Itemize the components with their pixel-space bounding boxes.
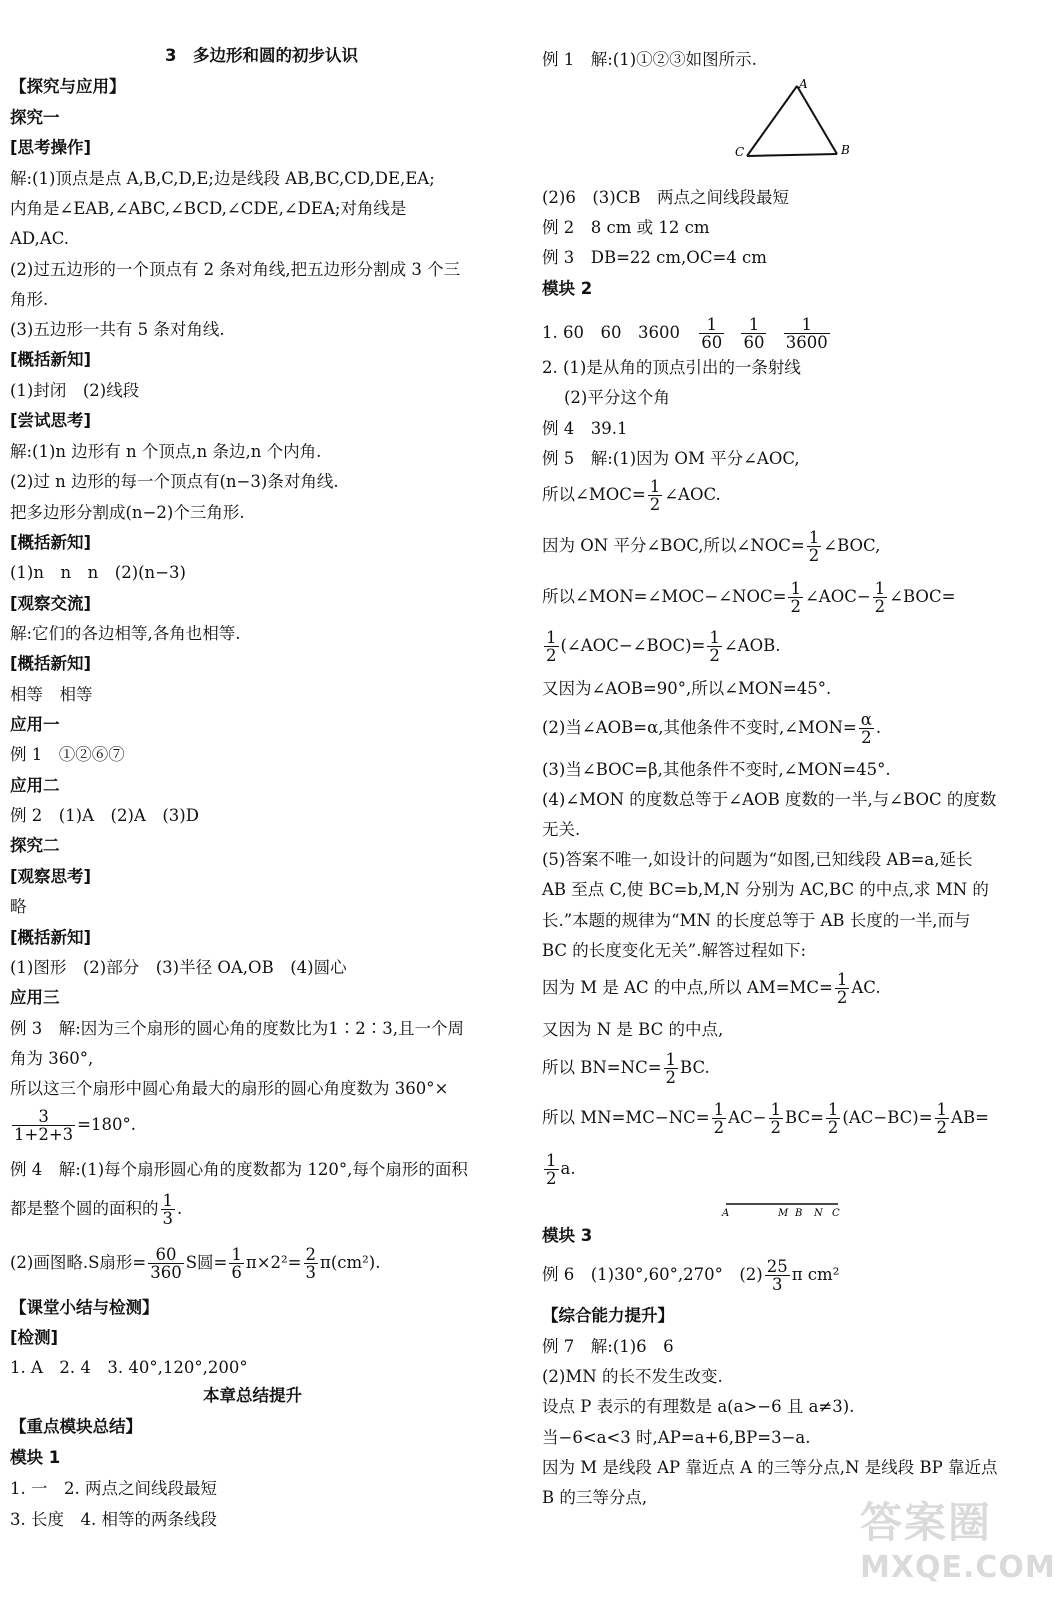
heading-ability: 【综合能力提升】 xyxy=(542,1306,674,1325)
text-line: 例 2 8 cm 或 12 cm xyxy=(542,218,710,237)
fraction: $\frac{25}{3}$ xyxy=(766,1257,788,1294)
text-line: (1)图形 (2)部分 (3)半径 OA,OB (4)圆心 xyxy=(10,958,347,977)
formula-line: 因为 ON 平分∠BOC,所以∠NOC= $\frac{1}{2}$ ∠BOC, xyxy=(542,528,881,565)
text-line: (5)答案不唯一,如设计的问题为“如图,已知线段 AB=a,延长 xyxy=(542,850,973,869)
text-line: 例 1 ①②⑥⑦ xyxy=(10,745,125,764)
formula-line: (2)当∠AOB=α,其他条件不变时,∠MON= $\frac{\alpha}{2}$ . xyxy=(542,710,882,747)
fraction: $\frac{1}{2}$ xyxy=(713,1100,725,1137)
watermark xyxy=(860,1490,1056,1590)
heading-apply-1: 应用一 xyxy=(10,715,60,734)
fraction: $\frac{1}{2}$ xyxy=(874,579,886,616)
text-line: 当−6<a<3 时,AP=a+6,BP=3−a. xyxy=(542,1428,811,1447)
formula-line: $\frac{1}{2}$ a. xyxy=(546,1151,576,1188)
text-line: 例 3 解:因为三个扇形的圆心角的度数比为1∶2∶3,且一个周 xyxy=(10,1019,465,1038)
heading-module-2: 模块 2 xyxy=(542,279,593,298)
text-line: 例 4 解:(1)每个扇形圆心角的度数都为 120°,每个扇形的面积 xyxy=(10,1160,468,1179)
text-line: 无关. xyxy=(542,820,581,839)
segment-figure xyxy=(720,1200,850,1220)
heading-summary: [概括新知] xyxy=(10,928,92,947)
text-line: (4)∠MON 的度数总等于∠AOB 度数的一半,与∠BOC 的度数 xyxy=(542,790,997,809)
section-title: 3 多边形和圆的初步认识 xyxy=(165,46,358,65)
text-line: 所以这三个扇形中圆心角最大的扇形的圆心角度数为 360°× xyxy=(10,1079,449,1098)
text-line: 因为 M 是线段 AP 靠近点 A 的三等分点,N 是线段 BP 靠近点 xyxy=(542,1458,998,1477)
segment-label-c: C xyxy=(832,1208,840,1219)
fraction: $\frac{1}{2}$ xyxy=(546,628,557,665)
text-line: 相等 相等 xyxy=(10,685,93,704)
triangle-label-a: A xyxy=(799,77,808,91)
heading-module-1: 模块 1 xyxy=(10,1448,61,1467)
text-line: (1)n n n (2)(n−3) xyxy=(10,563,186,582)
text-line: (2)6 (3)CB 两点之间线段最短 xyxy=(542,188,789,207)
text-line: 内角是∠EAB,∠ABC,∠BCD,∠CDE,∠DEA;对角线是 xyxy=(10,199,407,218)
heading-explore-apply: 【探究与应用】 xyxy=(10,77,126,96)
heading-summary: [概括新知] xyxy=(10,654,92,673)
formula-line: 1. 60 60 3600 $\frac{1}{60}$ $\frac{1}{60}$ $\frac{1}{3600}$ xyxy=(542,315,828,352)
heading-think: [思考操作] xyxy=(10,138,92,157)
text-line: 角为 360°, xyxy=(10,1049,94,1068)
heading-explore-1: 探究一 xyxy=(10,108,60,127)
watermark-url: MXQE.COM xyxy=(860,1550,1056,1585)
text-line: 例 2 (1)A (2)A (3)D xyxy=(10,806,199,825)
triangle-label-b: B xyxy=(841,143,850,157)
fraction: $\frac{1}{3}$ xyxy=(162,1191,173,1228)
fraction: $\frac{3}{1+2+3}$ xyxy=(14,1107,74,1144)
text-line: 设点 P 表示的有理数是 a(a>−6 且 a≠3). xyxy=(542,1397,855,1416)
text-line: 解:(1)顶点是点 A,B,C,D,E;边是线段 AB,BC,CD,DE,EA; xyxy=(10,169,435,188)
text-line: 例 5 解:(1)因为 OM 平分∠AOC, xyxy=(542,449,800,468)
fraction: $\frac{1}{2}$ xyxy=(665,1050,677,1087)
heading-key-modules: 【重点模块总结】 xyxy=(10,1417,142,1436)
formula-line: (2)画图略.S扇形= $\frac{60}{360}$ S圆= $\frac{1}{6}$ π×2²= $\frac{2}{3}$ π(cm²). xyxy=(10,1245,381,1282)
formula-line: 所以 MN=MC−NC= $\frac{1}{2}$ AC− $\frac{1}{2}$ BC= $\frac{1}{2}$ (AC−BC)= $\frac{1}{2}$ AB= xyxy=(542,1100,989,1137)
text-line: (1)封闭 (2)线段 xyxy=(10,381,140,400)
heading-summary: [概括新知] xyxy=(10,350,92,369)
chapter-title: 本章总结提升 xyxy=(203,1386,302,1405)
fraction: $\frac{1}{2}$ xyxy=(836,970,848,1007)
text-line: 3. 长度 4. 相等的两条线段 xyxy=(10,1510,217,1529)
text-line: AB 至点 C,使 BC=b,M,N 分别为 AC,BC 的中点,求 MN 的 xyxy=(542,880,989,899)
heading-module-3: 模块 3 xyxy=(542,1226,593,1245)
formula-line: 例 6 (1)30°,60°,270° (2) $\frac{25}{3}$ π cm² xyxy=(542,1257,840,1294)
fraction: $\frac{60}{360}$ xyxy=(150,1245,182,1282)
fraction: $\frac{1}{60}$ xyxy=(701,315,723,352)
text-line: (3)五边形一共有 5 条对角线. xyxy=(10,320,225,339)
text-line: 把多边形分割成(n−2)个三角形. xyxy=(10,503,245,522)
heading-summary: [概括新知] xyxy=(10,533,92,552)
segment-label-m: M xyxy=(778,1208,789,1219)
text-line: 解:(1)n 边形有 n 个顶点,n 条边,n 个内角. xyxy=(10,442,322,461)
fraction: $\frac{2}{3}$ xyxy=(305,1245,316,1282)
triangle-figure xyxy=(725,76,865,176)
formula-line: $\frac{1}{2}$ (∠AOC−∠BOC)= $\frac{1}{2}$ ∠AOB. xyxy=(546,628,781,665)
segment-label-b: B xyxy=(795,1208,803,1219)
text-line: 角形. xyxy=(10,290,49,309)
fraction: $\frac{1}{3600}$ xyxy=(785,315,828,352)
watermark-text: 答案圈 xyxy=(860,1498,993,1547)
text-line: 2. (1)是从角的顶点引出的一条射线 xyxy=(542,358,801,377)
fraction: $\frac{1}{2}$ xyxy=(936,1100,948,1137)
text-line: B 的三等分点, xyxy=(542,1488,648,1507)
fraction: $\frac{\alpha}{2}$ xyxy=(860,710,872,747)
fraction: $\frac{1}{2}$ xyxy=(709,628,720,665)
fraction: $\frac{1}{2}$ xyxy=(770,1100,782,1137)
text-line: (3)当∠BOC=β,其他条件不变时,∠MON=45°. xyxy=(542,760,891,779)
fraction: $\frac{1}{60}$ xyxy=(743,315,765,352)
text-line: BC 的长度变化无关”.解答过程如下: xyxy=(542,941,807,960)
triangle-label-c: C xyxy=(735,145,745,159)
fraction: $\frac{1}{6}$ xyxy=(231,1245,242,1282)
text-line: 又因为∠AOB=90°,所以∠MON=45°. xyxy=(542,679,832,698)
heading-try: [尝试思考] xyxy=(10,411,92,430)
text-line: 又因为 N 是 BC 的中点, xyxy=(542,1020,724,1039)
text-line: 例 7 解:(1)6 6 xyxy=(542,1337,674,1356)
heading-explore-2: 探究二 xyxy=(10,836,60,855)
text-line: 例 1 解:(1)①②③如图所示. xyxy=(542,50,757,69)
heading-check: [检测] xyxy=(10,1328,59,1347)
fraction: $\frac{1}{2}$ xyxy=(649,477,661,514)
text-line: 解:它们的各边相等,各角也相等. xyxy=(10,624,241,643)
fraction: $\frac{1}{2}$ xyxy=(827,1100,839,1137)
segment-label-a: A xyxy=(722,1208,730,1219)
text-line: 长.”本题的规律为“MN 的长度总等于 AB 长度的一半,而与 xyxy=(542,911,971,930)
heading-apply-2: 应用二 xyxy=(10,776,60,795)
segment-label-n: N xyxy=(814,1208,823,1219)
text-line: AD,AC. xyxy=(10,229,69,248)
heading-class-summary: 【课堂小结与检测】 xyxy=(10,1298,159,1317)
text-line: (2)MN 的长不发生改变. xyxy=(542,1367,723,1386)
formula-line: 因为 M 是 AC 的中点,所以 AM=MC= $\frac{1}{2}$ AC. xyxy=(542,970,881,1007)
formula-line: 所以∠MOC= $\frac{1}{2}$ ∠AOC. xyxy=(542,477,721,514)
text-line: 例 4 39.1 xyxy=(542,419,628,438)
triangle-side-cb xyxy=(747,154,837,156)
text-line: (2)过 n 边形的每一个顶点有(n−3)条对角线. xyxy=(10,472,339,491)
heading-apply-3: 应用三 xyxy=(10,988,60,1007)
heading-observe: [观察交流] xyxy=(10,594,92,613)
formula-line: 所以 BN=NC= $\frac{1}{2}$ BC. xyxy=(542,1050,710,1087)
fraction: $\frac{1}{2}$ xyxy=(546,1151,557,1188)
triangle-side-ac xyxy=(747,86,797,156)
heading-observe-think: [观察思考] xyxy=(10,867,92,886)
text-line: 1. A 2. 4 3. 40°,120°,200° xyxy=(10,1358,248,1377)
text-line: 例 3 DB=22 cm,OC=4 cm xyxy=(542,248,767,267)
text-line: 1. 一 2. 两点之间线段最短 xyxy=(10,1479,217,1498)
fraction: $\frac{1}{2}$ xyxy=(790,579,801,616)
formula-line: 都是整个圆的面积的 $\frac{1}{3}$ . xyxy=(10,1191,183,1228)
text-line: (2)平分这个角 xyxy=(564,388,670,407)
triangle-side-ab xyxy=(797,86,837,154)
formula-line: $\frac{3}{1+2+3}$ =180°. xyxy=(14,1107,136,1144)
formula-line: 所以∠MON=∠MOC−∠NOC= $\frac{1}{2}$ ∠AOC− $\frac{1}{2}$ ∠BOC= xyxy=(542,579,956,616)
text-line: 略 xyxy=(10,897,27,916)
fraction: $\frac{1}{2}$ xyxy=(808,528,820,565)
text-line: (2)过五边形的一个顶点有 2 条对角线,把五边形分割成 3 个三 xyxy=(10,260,461,279)
